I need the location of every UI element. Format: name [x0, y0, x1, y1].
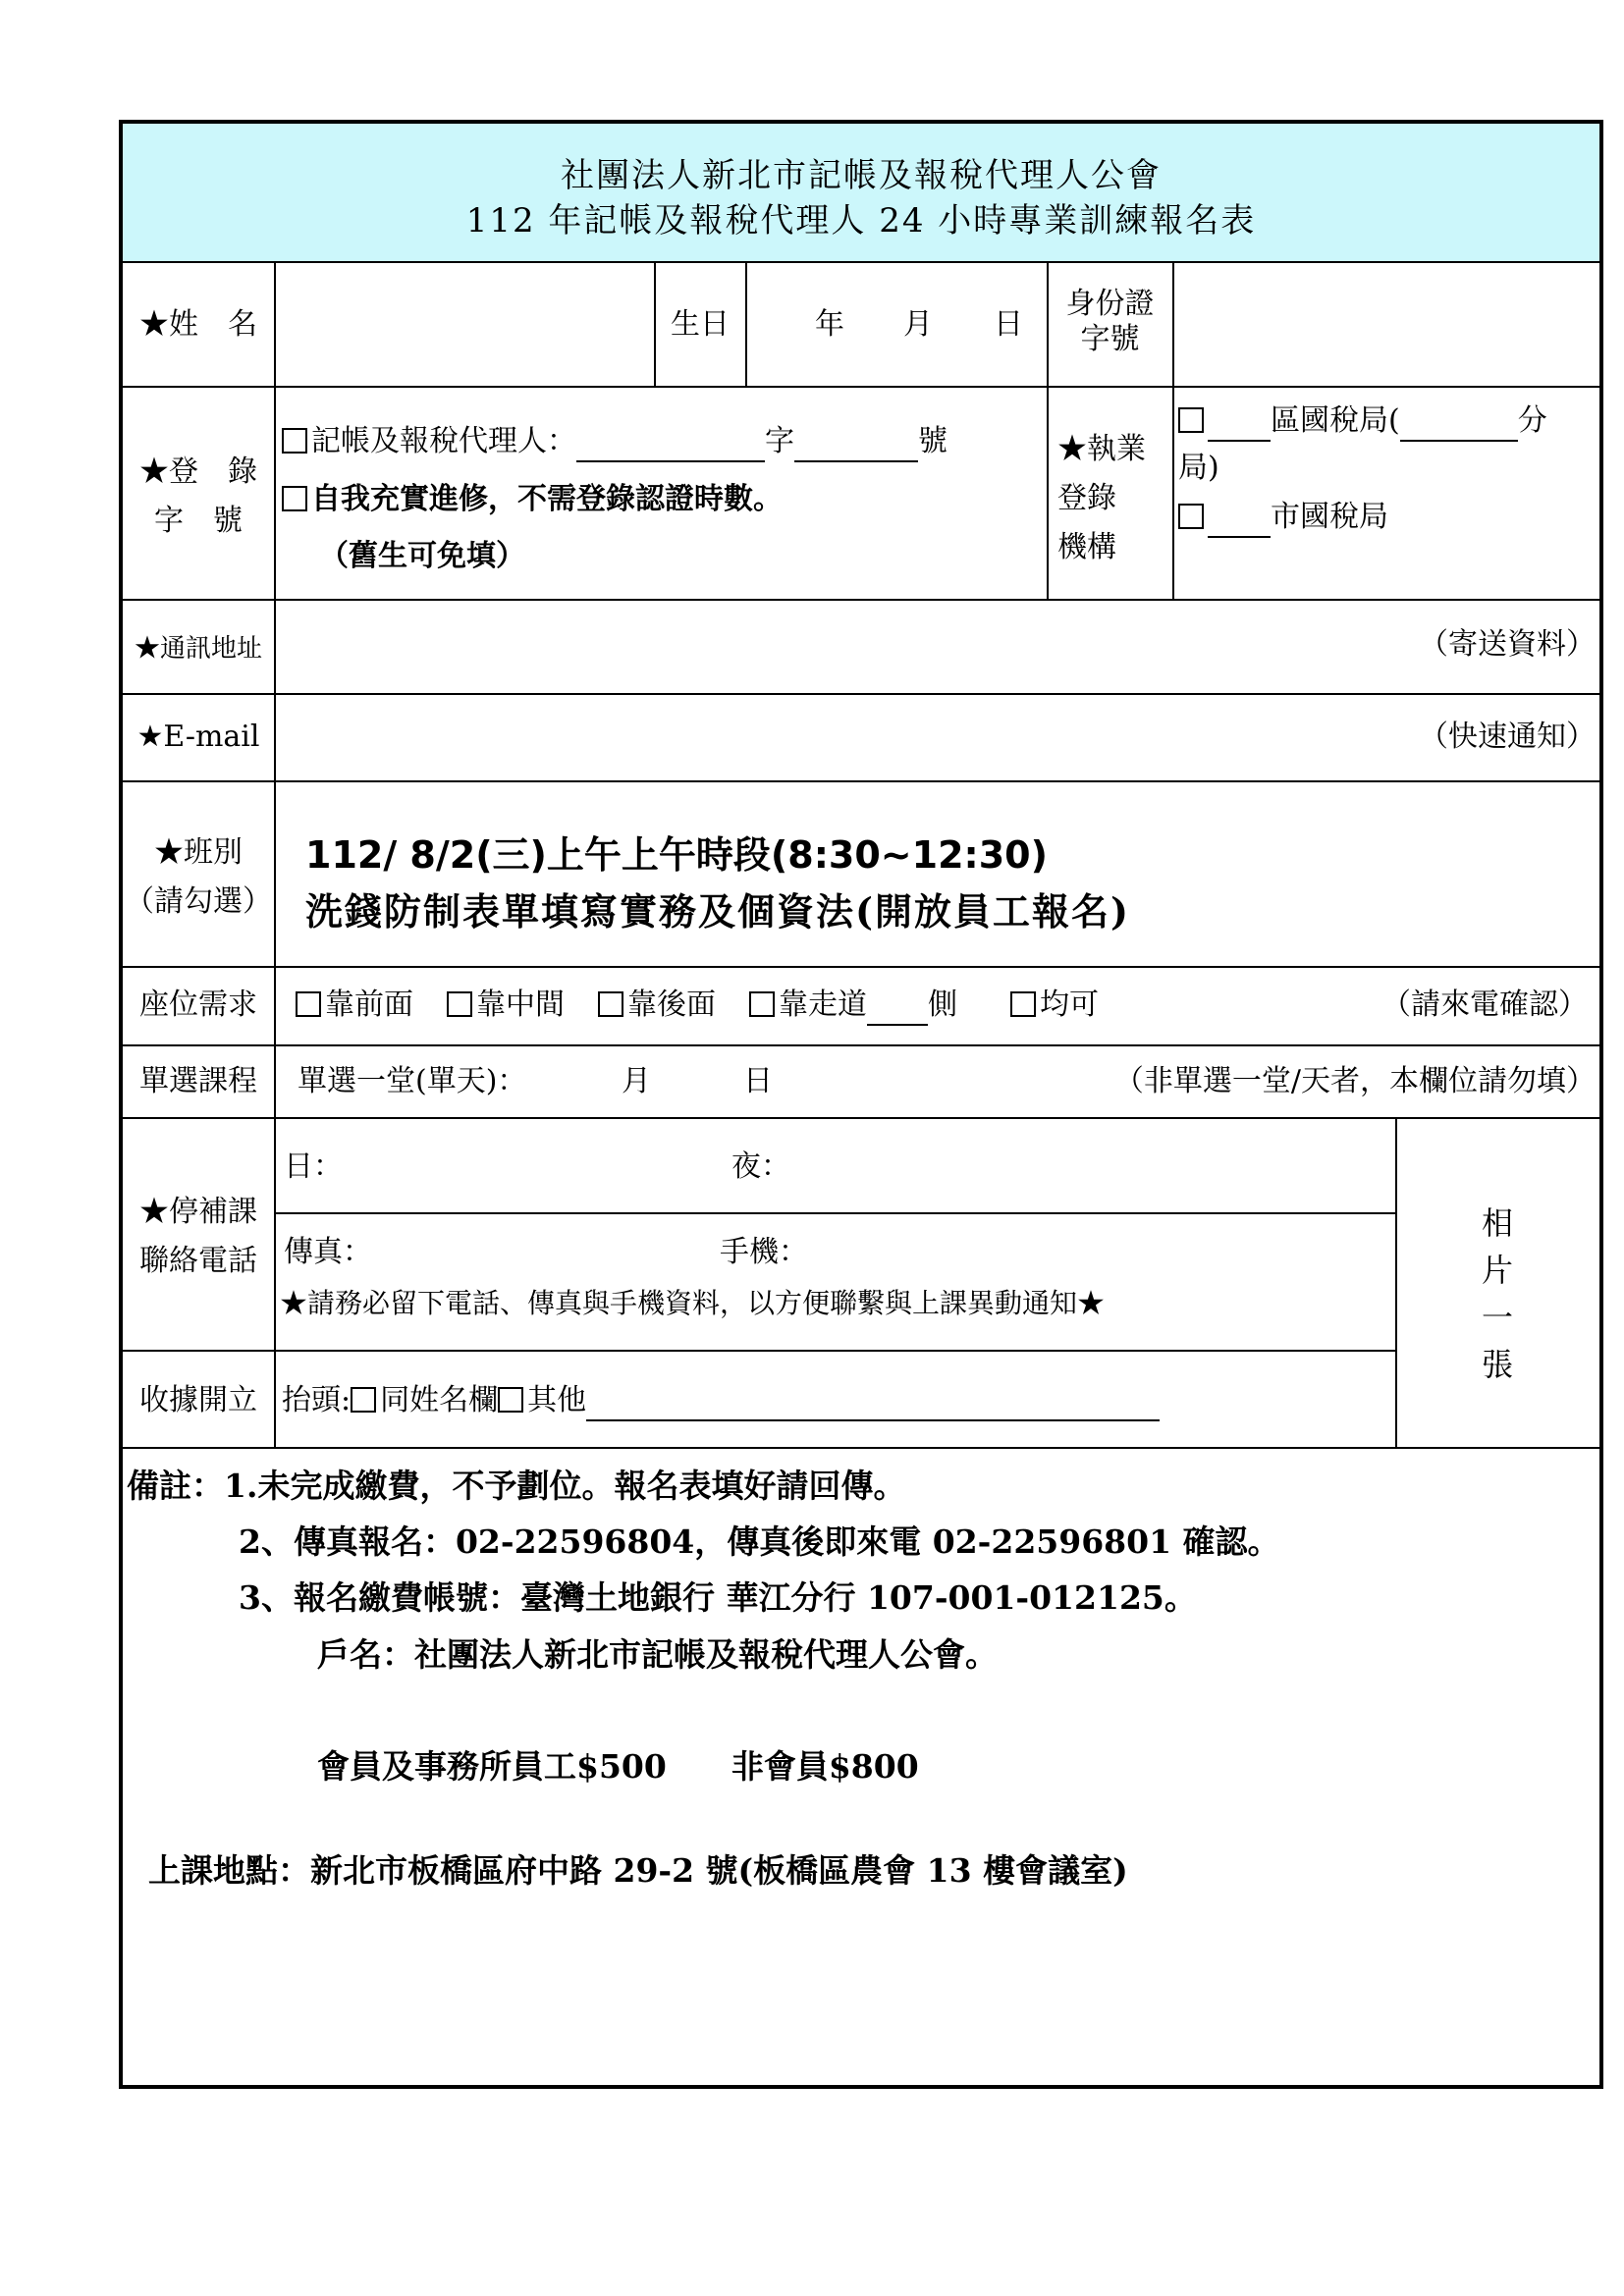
- seat-front-label: 靠前面: [325, 988, 413, 1022]
- aisle-side-blank[interactable]: [867, 994, 928, 1026]
- divider: [123, 1350, 1395, 1352]
- returning-note: （舊生可免填）: [319, 539, 525, 573]
- single-course-label: 單選課程: [139, 1064, 257, 1098]
- birthday-day: 日: [994, 307, 1023, 342]
- course-date: 112/ 8/2(三)上午上午時段(8:30~12:30): [305, 833, 1048, 877]
- district-label: 區國稅局(: [1271, 403, 1400, 438]
- org-option-city: [1178, 497, 1388, 538]
- seat-any-label: 均可: [1040, 988, 1099, 1022]
- city-office-checkbox[interactable]: [1178, 504, 1204, 529]
- name-label: ★姓 名: [139, 307, 257, 342]
- org-label-line2: 登錄: [1057, 481, 1116, 515]
- email-label: ★E-mail: [136, 720, 260, 754]
- divider: [1395, 1117, 1397, 1447]
- receipt-other-checkbox[interactable]: [498, 1387, 523, 1413]
- register-label-line1: ★登 錄: [139, 454, 257, 489]
- agent-hao-label: 號: [918, 424, 947, 458]
- class-label-line2: （請勾選）: [125, 884, 272, 919]
- photo-char-2: 片: [1481, 1252, 1513, 1289]
- email-note: （快速通知）: [1419, 720, 1596, 754]
- birthday-label: 生日: [671, 307, 730, 342]
- fee-info: 會員及事務所員工$500 非會員$800: [317, 1747, 919, 1786]
- register-label-line2: 字 號: [154, 504, 243, 538]
- branch-blank[interactable]: [1400, 410, 1518, 442]
- address-note: （寄送資料）: [1419, 627, 1596, 662]
- seat-middle-label: 靠中間: [476, 988, 565, 1022]
- email-field[interactable]: [275, 694, 1599, 780]
- id-number-field[interactable]: [1173, 263, 1599, 386]
- register-label: [123, 448, 274, 546]
- photo-char-3: 一: [1481, 1299, 1513, 1336]
- divider: [275, 1212, 1395, 1214]
- divider: [123, 966, 1599, 968]
- registration-form: [119, 120, 1603, 2089]
- single-course-note: （非單選一堂/天者，本欄位請勿填）: [1113, 1064, 1596, 1098]
- single-course-text: 單選一堂(單天)：: [298, 1064, 527, 1098]
- phone-label-line2: 聯絡電話: [139, 1244, 257, 1278]
- class-label: [123, 828, 274, 927]
- receipt-title-label: 抬頭:: [282, 1383, 352, 1417]
- mobile-label: 手機：: [720, 1235, 808, 1269]
- note-3: 3、報名繳費帳號：臺灣土地銀行 華江分行 107-001-012125。: [239, 1578, 1197, 1617]
- id-label: [1048, 287, 1172, 357]
- address-field[interactable]: [275, 600, 1599, 693]
- register-option-agent: [282, 421, 947, 462]
- seat-note: （請來電確認）: [1381, 988, 1588, 1022]
- venue-info: 上課地點：新北市板橋區府中路 29-2 號(板橋區農會 13 樓會議室): [148, 1851, 1128, 1890]
- self-study-checkbox[interactable]: [282, 486, 307, 511]
- class-label-line1: ★班別: [154, 835, 243, 870]
- divider: [274, 263, 276, 1447]
- org-label-line3: 機構: [1057, 530, 1116, 564]
- photo-char-1: 相: [1481, 1204, 1513, 1242]
- name-field[interactable]: [275, 263, 654, 386]
- agent-zi-blank[interactable]: [576, 431, 765, 462]
- birthday-month: 月: [903, 307, 933, 342]
- seat-back-checkbox[interactable]: [598, 991, 623, 1017]
- seat-middle-checkbox[interactable]: [447, 991, 472, 1017]
- receipt-options: [282, 1380, 1160, 1421]
- receipt-label: 收據開立: [139, 1383, 257, 1417]
- receipt-other-blank[interactable]: [586, 1390, 1160, 1421]
- phone-night-label: 夜：: [731, 1149, 790, 1184]
- divider: [123, 780, 1599, 782]
- seat-front-checkbox[interactable]: [296, 991, 321, 1017]
- course-title: 洗錢防制表單填寫實務及個資法(開放員工報名): [305, 889, 1130, 934]
- agent-checkbox[interactable]: [282, 428, 307, 454]
- city-label: 市國稅局: [1271, 500, 1388, 534]
- fax-label: 傳真：: [284, 1235, 372, 1269]
- district-office-checkbox[interactable]: [1178, 407, 1204, 433]
- note-1: 備註：1.未完成繳費，不予劃位。報名表填好請回傳。: [127, 1467, 906, 1505]
- phone-day-label: 日：: [284, 1149, 343, 1184]
- single-course-month: 月: [622, 1064, 651, 1098]
- id-label-line2: 字號: [1080, 322, 1140, 356]
- address-label: ★通訊地址: [134, 634, 262, 664]
- agent-zi-label: 字: [765, 424, 794, 458]
- divider: [123, 1447, 1599, 1449]
- receipt-other-label: 其他: [527, 1383, 587, 1417]
- org-label-line1: ★執業: [1057, 432, 1146, 466]
- divider: [123, 1044, 1599, 1046]
- note-2: 2、傳真報名：02-22596804，傳真後即來電 02-22596801 確認。: [239, 1522, 1280, 1561]
- city-blank[interactable]: [1208, 507, 1271, 538]
- seat-aisle-checkbox[interactable]: [749, 991, 775, 1017]
- seat-aisle-label: 靠走道: [779, 988, 867, 1022]
- district-blank[interactable]: [1208, 410, 1271, 442]
- branch-label: 分: [1517, 403, 1547, 438]
- form-title: 112 年記帳及報稅代理人 24 小時專業訓練報名表: [465, 201, 1257, 240]
- single-course-day: 日: [743, 1064, 773, 1098]
- org-name: 社團法人新北市記帳及報稅代理人公會: [561, 156, 1162, 195]
- photo-placeholder[interactable]: [1468, 1200, 1527, 1388]
- form-header: [123, 124, 1599, 263]
- seat-any-checkbox[interactable]: [1010, 991, 1036, 1017]
- agent-hao-blank[interactable]: [794, 431, 918, 462]
- phone-label-line1: ★停補課: [139, 1195, 257, 1229]
- agent-label: 記帳及報稅代理人：: [311, 424, 576, 458]
- divider: [123, 1117, 1599, 1119]
- receipt-same-label: 同姓名欄: [380, 1383, 499, 1417]
- org-label: [1048, 425, 1156, 572]
- id-label-line1: 身份證: [1065, 287, 1155, 321]
- photo-char-4: 張: [1481, 1346, 1513, 1383]
- seat-aisle-side: 側: [928, 988, 957, 1022]
- seat-label: 座位需求: [139, 988, 257, 1022]
- birthday-year: 年: [815, 307, 844, 342]
- note-account-name: 戶名：社團法人新北市記帳及報稅代理人公會。: [317, 1635, 998, 1674]
- org-option-district: [1178, 400, 1547, 442]
- receipt-same-checkbox[interactable]: [351, 1387, 376, 1413]
- register-option-self: [282, 479, 783, 520]
- phone-reminder: ★請務必留下電話、傳真與手機資料，以方便聯繫與上課異動通知★: [280, 1287, 1106, 1319]
- divider: [123, 386, 1599, 388]
- self-study-label: 自我充實進修，不需登錄認證時數。: [311, 482, 783, 516]
- seat-back-label: 靠後面: [627, 988, 716, 1022]
- phone-label: [123, 1188, 274, 1286]
- seat-options: [296, 985, 1099, 1026]
- org-option-district-end: 局): [1178, 451, 1219, 485]
